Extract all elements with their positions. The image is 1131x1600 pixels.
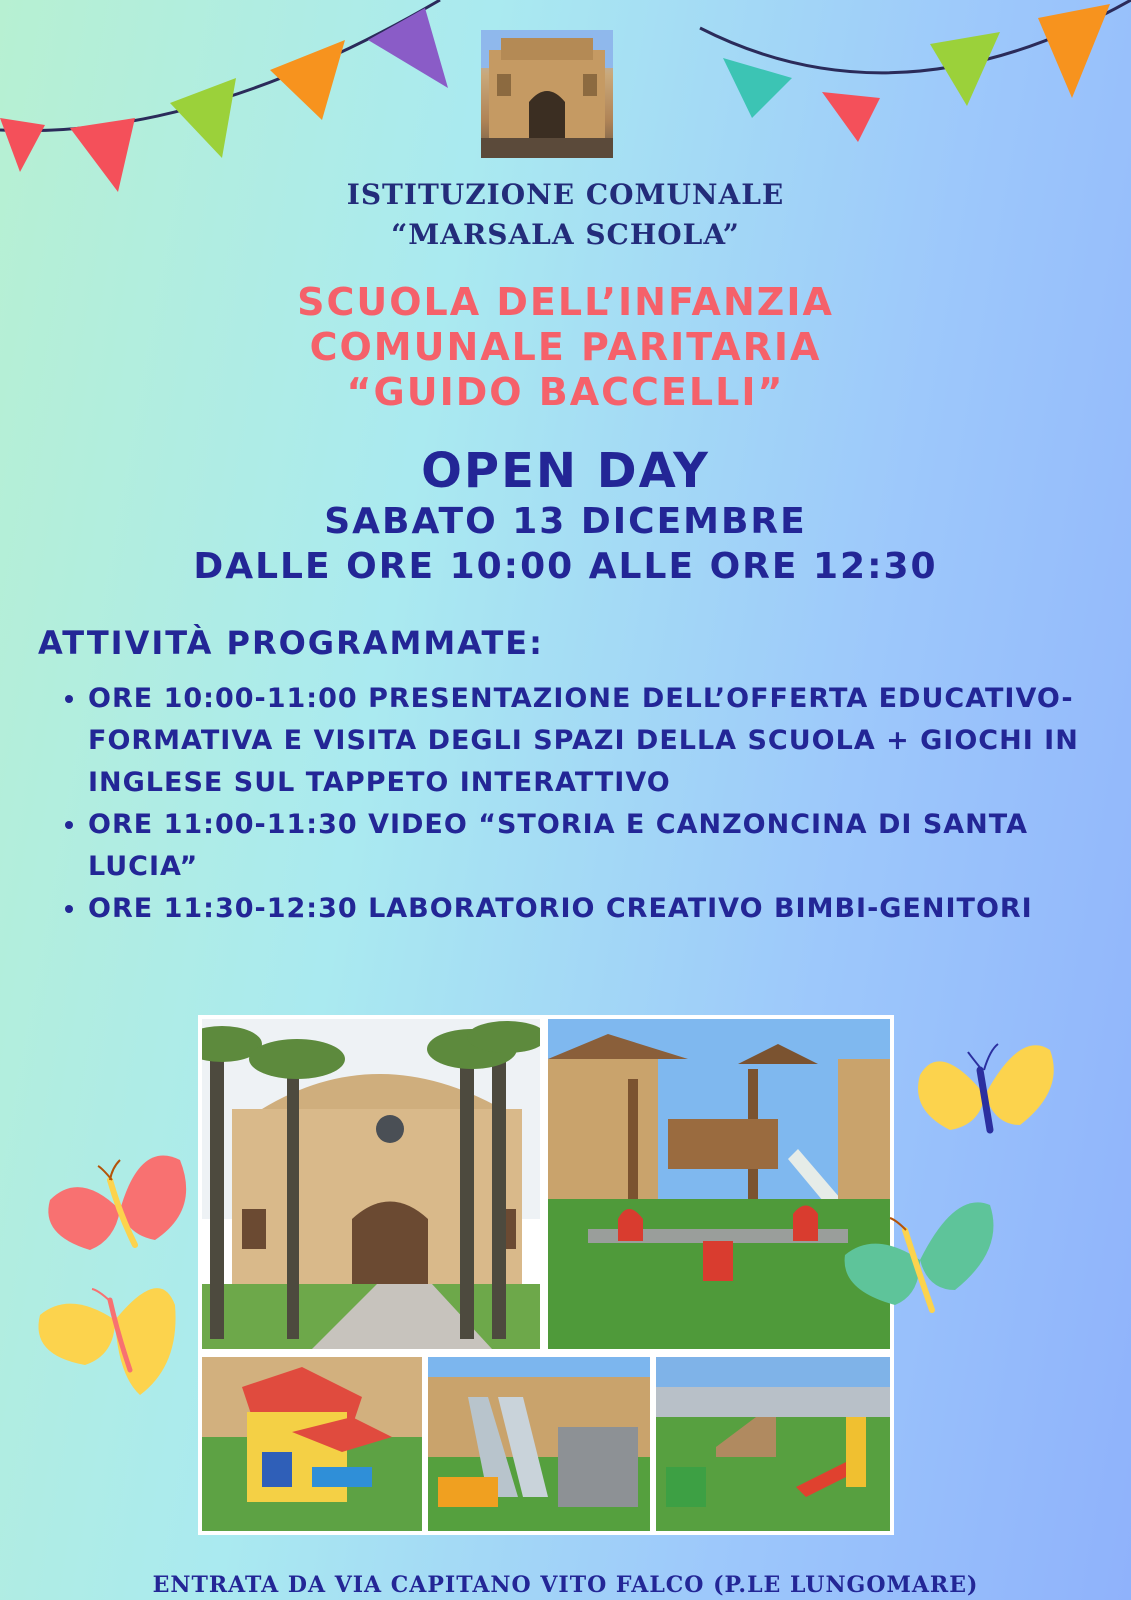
school-name-line2: COMUNALE PARITARIA — [309, 325, 822, 369]
institution-name-line2: “MARSALA SCHOLA” — [391, 218, 740, 251]
event-time: DALLE ORE 10:00 ALLE ORE 12:30 — [193, 546, 938, 587]
photo-collage — [198, 1015, 894, 1535]
school-building-photo — [202, 1019, 540, 1349]
activities-list — [58, 678, 1128, 930]
event-title: OPEN DAY — [421, 443, 710, 499]
flag-orange-right — [1038, 4, 1110, 98]
butterfly-teal-icon — [840, 1190, 1000, 1340]
activity-item: • ORE 10:00-11:00 PRESENTAZIONE DELL’OFFERTA EDUCATIVO-FORMATIVA E VISITA DEGLI SPAZI DELLA SCUOLA + GIOCHI IN INGLESE SUL TAPPETO INTERATTIVO — [88, 678, 1128, 804]
playground-photo — [548, 1019, 890, 1349]
activity-item: • ORE 11:00-11:30 VIDEO “STORIA E CANZONCINA DI SANTA LUCIA” — [88, 804, 1128, 888]
flag-orange-left — [270, 40, 345, 120]
institution-logo-photo — [481, 30, 613, 158]
slide-photo — [428, 1357, 650, 1531]
institution-name-line1: ISTITUZIONE COMUNALE — [346, 178, 785, 211]
flag-red-left — [0, 118, 45, 172]
flag-red-right — [822, 92, 880, 142]
activities-title: ATTIVITÀ PROGRAMMATE: — [38, 624, 544, 662]
flag-purple-left — [368, 8, 448, 88]
school-name-line1: SCUOLA DELL’INFANZIA — [297, 280, 834, 324]
activity-item: • ORE 11:30-12:30 LABORATORIO CREATIVO BIMBI-GENITORI — [88, 888, 1128, 930]
butterfly-yellow-icon — [30, 1265, 180, 1405]
school-name-line3: “GUIDO BACCELLI” — [346, 370, 785, 414]
event-date: SABATO 13 DICEMBRE — [324, 501, 807, 542]
flag-teal-right — [723, 58, 792, 118]
play-area-photo — [656, 1357, 890, 1531]
butterfly-coral-icon — [40, 1140, 190, 1270]
playhouse-photo — [202, 1357, 422, 1531]
entrance-address: ENTRATA DA VIA CAPITANO VITO FALCO (P.LE LUNGOMARE) — [152, 1572, 979, 1598]
flag-green-left — [170, 78, 236, 158]
butterfly-yellow-icon — [910, 1030, 1060, 1160]
